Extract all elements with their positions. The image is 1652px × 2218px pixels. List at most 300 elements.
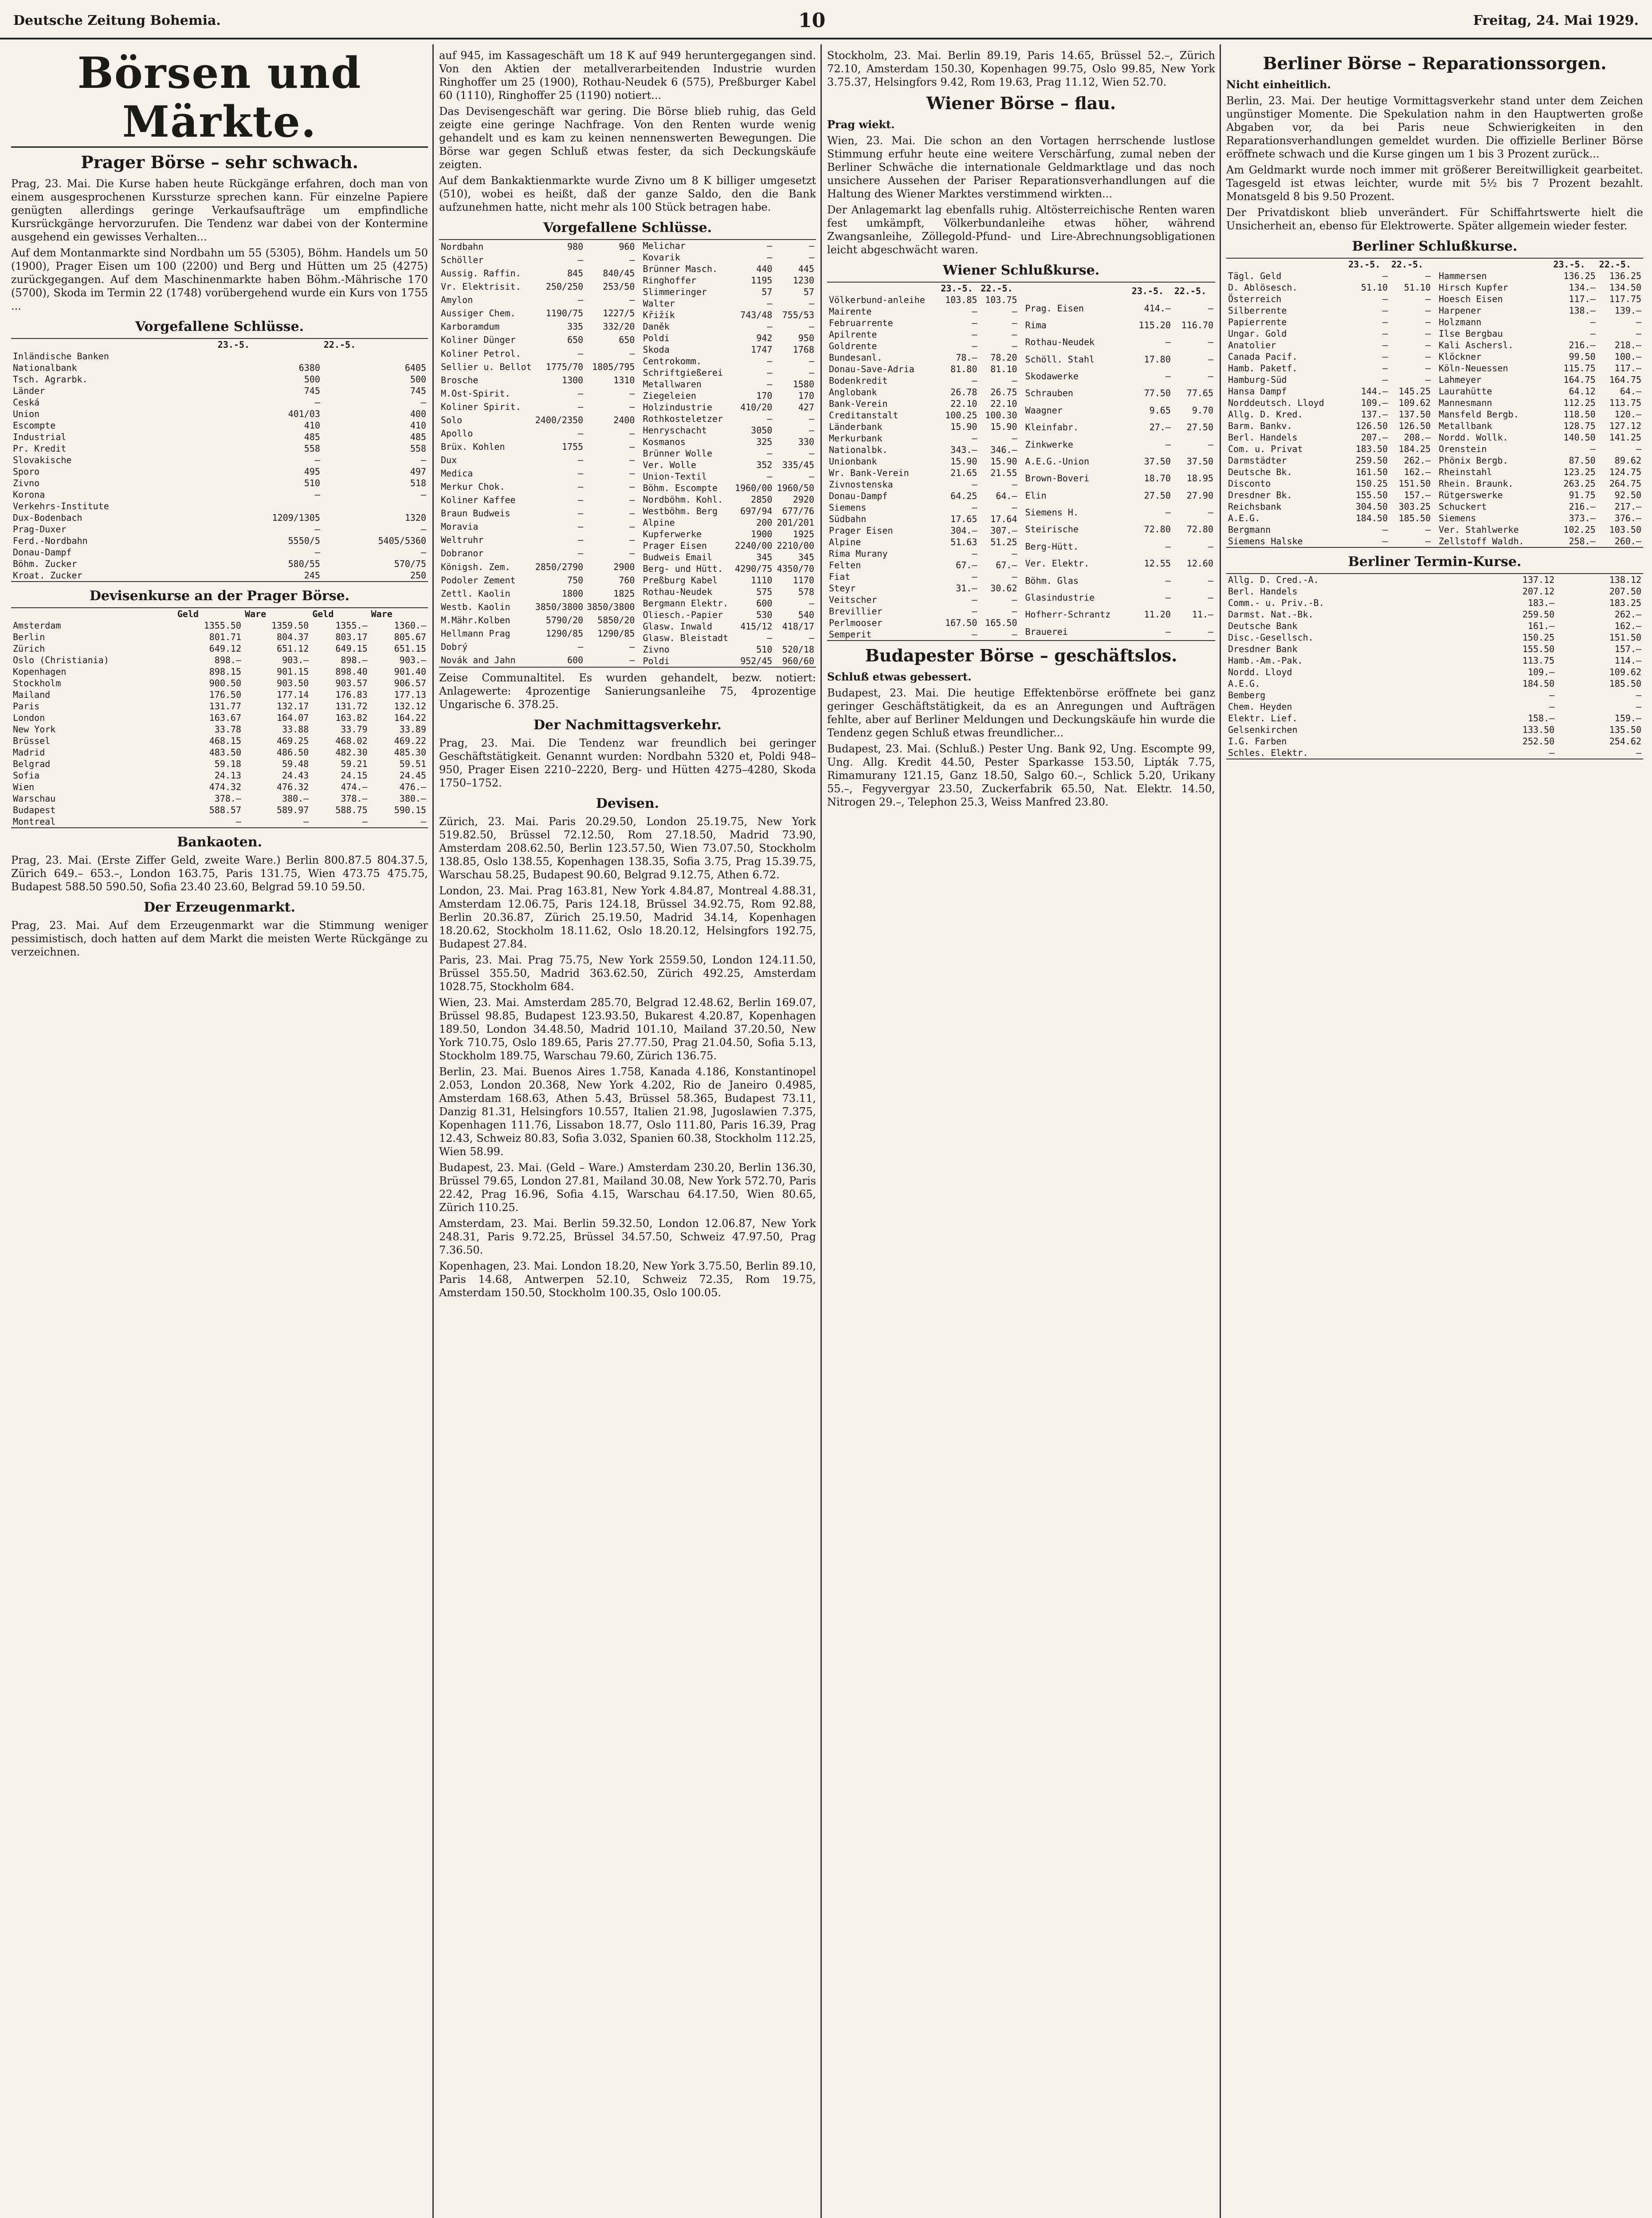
security-name: Budweis Email (643, 552, 712, 562)
table-row (439, 253, 636, 267)
table-row (827, 594, 1019, 606)
security-name: Köln-Neuessen (1439, 363, 1508, 374)
closing-prices-heading: Vorgefallene Schlüsse. (135, 319, 304, 334)
price-cell: – (808, 321, 814, 332)
security-name: Slimmeringer (643, 287, 707, 297)
price-cell: – (1012, 594, 1017, 605)
security-name: Dux (441, 455, 457, 466)
price-cell: 1110 (751, 575, 773, 586)
price-cell: 33.89 (399, 724, 426, 735)
article-paragraph: Zürich, 23. Mai. Paris 20.29.50, London 25.19.75, New York 519.82.50, Brüssel 72.12.50, Rom 27.18.50, Madrid 73.90, Amsterdam 208.62.50, Berlin 123.57.50, Wien 73.07.50, Stockholm 138.85, Oslo 138.55, Kopenhagen 138.35, Sofia 3.75, Prag 15.39.75, Warschau 58.25, Budapest 90.60, Belgrad 9.12.75, Athen 6.72. (439, 815, 816, 881)
security-name: Kovarik (643, 252, 680, 263)
price-cell: 100.– (1614, 351, 1641, 362)
price-cell: 1230 (793, 275, 814, 286)
table-row (827, 306, 1019, 317)
price-cell: 440 (756, 263, 773, 274)
security-name: Stockholm (13, 678, 61, 688)
article-paragraph: Paris, 23. Mai. Prag 75.75, New York 2559.50, London 124.11.50, Brüssel 355.50, Madrid 363.62.50, Zürich 492.25, Amsterdam 1028.75, Stockholm 684. (439, 954, 816, 993)
price-cell: 468.15 (209, 735, 241, 746)
price-cell: – (314, 397, 320, 408)
price-cell: 87.50 (1569, 455, 1596, 466)
article-paragraph: Der Anlagemarkt lag ebenfalls ruhig. Altösterreichische Renten waren fest umkämpft, Völkerbundanleihe etwas höher, während Zwangsanleihe, Zöllegold-Pfund- und Lire-Abrechnungsobligationen leicht abgeschwächt waren. (827, 204, 1215, 256)
price-cell: 960/60 (782, 656, 814, 666)
security-name: Anglobank (829, 387, 877, 397)
price-cell: – (629, 401, 635, 412)
price-cell: 164.22 (394, 712, 426, 723)
table-row (641, 286, 816, 298)
price-cell: 903.50 (276, 678, 309, 688)
price-cell: – (1165, 626, 1171, 637)
price-cell: – (629, 641, 635, 652)
price-cell: 960 (619, 241, 635, 252)
price-cell: 469.22 (394, 735, 426, 746)
table-row (641, 321, 816, 332)
table-row (11, 512, 428, 523)
price-cell: 138.12 (1609, 574, 1641, 585)
price-cell: 128.75 (1563, 421, 1596, 431)
price-cell: – (972, 306, 977, 317)
column-header (11, 339, 216, 350)
price-cell: 3050 (751, 425, 773, 436)
security-name: Slovakische (13, 455, 72, 465)
price-cell: 27.50 (1144, 490, 1171, 501)
price-cell: 159.– (1614, 713, 1641, 724)
table-row (439, 600, 636, 613)
table-row (1226, 293, 1432, 305)
table-row (1024, 385, 1216, 401)
subheading: Schluß etwas gebessert. (827, 670, 972, 683)
price-cell: 216.– (1569, 340, 1596, 350)
security-name: Nordd. Wollk. (1439, 432, 1508, 443)
price-cell: 24.45 (399, 770, 426, 781)
price-cell: 123.25 (1563, 467, 1596, 477)
budapest-exchange-heading: Budapester Börse – geschäftslos. (865, 645, 1177, 665)
price-cell: – (314, 489, 320, 500)
article-paragraph: Budapest, 23. Mai. Die heutige Effektenbörse eröffnete bei ganz geringer Geschäftstätigkeit, da es an Anregungen und Aufträgen fehlte, aber auf Berliner Meldungen und Deckungskäufe hin wurde die Tendenz gegen Schluß etwas freundlicher... (827, 687, 1215, 739)
price-cell: 558 (410, 443, 426, 454)
table-row (827, 548, 1019, 559)
security-name: Holzindustrie (643, 402, 712, 413)
closing-prices-table (11, 338, 428, 582)
price-cell: 325 (756, 437, 773, 447)
price-cell: – (1208, 575, 1213, 586)
table-row (439, 374, 636, 387)
price-cell: 600 (756, 598, 773, 609)
security-name: Bodenkredit (829, 375, 888, 386)
price-cell: 72.80 (1144, 524, 1171, 535)
table-row (827, 352, 1019, 363)
security-name: Schöll. Stahl (1025, 354, 1095, 365)
price-cell: – (1208, 592, 1213, 603)
price-cell: 64.25 (950, 491, 977, 501)
table-row (1226, 524, 1432, 535)
price-cell: 99.50 (1569, 351, 1596, 362)
price-cell: 345 (798, 552, 814, 562)
price-cell: 1290/85 (545, 628, 584, 639)
price-cell: – (972, 606, 977, 617)
price-cell: 100.30 (985, 410, 1017, 421)
security-name: Prager Eisen (829, 525, 893, 536)
security-name: Zellstoff Waldh. (1439, 536, 1524, 547)
table-row (1226, 678, 1643, 689)
price-cell: 745 (304, 385, 320, 396)
security-name: Brevillier (829, 606, 883, 617)
price-cell: – (767, 367, 773, 378)
security-name: Verkehrs-Institute (13, 501, 109, 511)
price-cell: – (629, 521, 635, 532)
table-row (11, 350, 428, 362)
table-row (827, 340, 1019, 352)
security-name: Schriftgießerei (643, 367, 723, 378)
security-name: Brüssel (13, 735, 51, 746)
price-cell: 253/50 (603, 281, 635, 292)
price-cell: – (1012, 629, 1017, 640)
table-row (641, 309, 816, 321)
table-row (11, 677, 428, 689)
security-name: Glasw. Inwald (643, 621, 712, 632)
security-name: Allg. D. Kred. (1228, 409, 1303, 420)
price-cell: 170 (798, 390, 814, 401)
security-name: Orenstein (1439, 444, 1487, 454)
price-cell: 332/20 (603, 321, 635, 332)
table-row (11, 570, 428, 581)
article-paragraph: Auf dem Montanmarkte sind Nordbahn um 55 (5305), Böhm. Handels um 50 (1900), Prager Eisen um 100 (2200) und Berg und Hütten um 25 (4275) zurückgegangen. Auf dem Maschinenmarkte haben Böhm.-Mährische 170 (5700), Skoda im Termin 22 (1748) vorübergehend wurde ein Kurs von 1755 ... (11, 247, 428, 312)
price-cell: – (1165, 541, 1171, 552)
price-cell: 37.50 (1144, 456, 1171, 467)
price-cell: 942 (756, 333, 773, 343)
price-cell: 115.75 (1563, 363, 1596, 374)
price-cell: 113.75 (1609, 397, 1641, 408)
table-row (1226, 374, 1432, 385)
price-cell: – (1012, 479, 1017, 490)
price-cell: – (808, 252, 814, 263)
security-name: Karboramdum (441, 321, 500, 332)
security-name: Melichar (643, 240, 686, 251)
table-row (641, 609, 816, 621)
price-cell: 801.71 (209, 632, 241, 642)
security-name: Dobranor (441, 548, 484, 559)
table-row (641, 367, 816, 378)
security-name: Glasindustrie (1025, 592, 1095, 603)
article-paragraph: Prag, 23. Mai. Die Kurse haben heute Rückgänge erfahren, doch man von einem ausgesprochenen Kurssturze sprechen kann. Für einzelne Papiere genügten allerdings geringe Verkaufsaufträge um empfindliche Kursrückgänge hervorzurufen. Die Tendenz war dabei von der Kontermine ausgehend ein gewisses Verhalten... (11, 177, 428, 243)
price-cell: – (578, 401, 584, 412)
security-name: Wr. Bank-Verein (829, 468, 909, 478)
table-row (827, 433, 1019, 444)
price-cell: 378.– (214, 793, 241, 804)
price-cell: 78.– (956, 352, 977, 363)
security-name: Creditanstalt (829, 410, 899, 421)
price-cell: – (303, 816, 309, 827)
price-cell: 410 (410, 420, 426, 431)
security-name: Kali Aschersl. (1439, 340, 1514, 350)
security-name: Hamburg-Süd (1228, 374, 1287, 385)
table-row (439, 627, 636, 640)
table-row (1437, 420, 1643, 432)
price-cell: 259.50 (1522, 609, 1555, 620)
security-name: Metallbank (1439, 421, 1492, 431)
security-name: Berg-Hütt. (1025, 541, 1079, 552)
security-name: Brosche (441, 374, 479, 385)
table-row (641, 598, 816, 609)
security-name: Koliner Dünger (441, 334, 516, 346)
price-cell: 1775/70 (545, 361, 584, 372)
subheading: Prag wiekt. (827, 118, 895, 131)
price-cell: – (629, 654, 635, 665)
price-cell: 1800 (561, 588, 584, 599)
column-header (827, 283, 939, 294)
security-name: Holzmann (1439, 317, 1482, 327)
security-name: Hammersen (1439, 271, 1487, 281)
price-cell: – (578, 468, 584, 479)
table-row (1226, 712, 1643, 724)
table-header-row (1226, 259, 1432, 270)
price-cell: 81.10 (990, 364, 1017, 374)
price-cell: – (314, 547, 320, 558)
security-name: Schles. Elektr. (1228, 747, 1308, 758)
table-row (11, 454, 428, 466)
security-name: Disc.-Gesellsch. (1228, 632, 1314, 643)
price-cell: – (1382, 328, 1388, 339)
price-cell: 476.– (399, 782, 426, 792)
price-cell: 510 (304, 478, 320, 488)
price-cell: 500 (410, 374, 426, 385)
security-name: Semperit (829, 629, 872, 640)
table-row (11, 397, 428, 408)
table-row (1226, 478, 1432, 489)
table-row (11, 408, 428, 420)
security-name: Schrauben (1025, 388, 1073, 399)
column-header: 22.-5. (1174, 286, 1207, 297)
price-cell: 137.– (1361, 409, 1388, 420)
table-row (1437, 316, 1643, 328)
table-row (827, 479, 1019, 490)
price-cell: 677/76 (782, 506, 814, 516)
price-cell: – (1208, 371, 1213, 382)
security-name: New York (13, 724, 56, 735)
price-cell: – (767, 471, 773, 482)
price-cell: 401/03 (288, 409, 320, 419)
security-name: Vr. Elektrisit. (441, 281, 521, 292)
table-header-row (1024, 283, 1216, 299)
table-row (641, 505, 816, 517)
price-cell: 158.– (1527, 713, 1555, 724)
table-row (1437, 351, 1643, 362)
price-cell: 260.– (1614, 536, 1641, 547)
table-row (1024, 299, 1216, 316)
price-cell: 900.50 (209, 678, 241, 688)
table-row (1437, 374, 1643, 385)
price-cell: – (420, 397, 426, 408)
table-row (439, 480, 636, 493)
price-cell: 167.50 (945, 617, 977, 628)
price-cell: – (578, 495, 584, 506)
security-name: Nordböhm. Kohl. (643, 494, 723, 505)
security-name: Perlmooser (829, 617, 883, 628)
price-cell: – (808, 598, 814, 609)
table-row (1226, 512, 1432, 524)
price-cell: – (1636, 690, 1641, 700)
table-row (641, 459, 816, 471)
security-name: Braun Budweis (441, 508, 510, 519)
price-cell: 1355.50 (204, 620, 241, 631)
security-name: Deutsche Bk. (1228, 467, 1292, 477)
table-row (1024, 555, 1216, 572)
table-row (439, 427, 636, 440)
price-cell: 59.51 (399, 759, 426, 769)
price-cell: 27.90 (1186, 490, 1213, 501)
price-cell: – (972, 318, 977, 328)
column-header (1437, 259, 1551, 270)
security-name: Bemberg (1228, 690, 1266, 700)
table-row (641, 644, 816, 655)
price-cell: 476.32 (276, 782, 309, 792)
price-cell: 103.85 (945, 295, 977, 305)
price-cell: 151.50 (1398, 478, 1431, 489)
berlin-exchange-heading: Berliner Börse – Reparationssorgen. (1263, 53, 1607, 73)
table-row (1437, 270, 1643, 282)
column-rule (820, 44, 822, 2218)
table-row (439, 453, 636, 467)
column-header: 23.-5. (941, 283, 973, 294)
table-row (827, 559, 1019, 571)
security-name: Kupferwerke (643, 529, 702, 539)
price-cell: 57 (803, 287, 814, 297)
price-cell: 380.– (399, 793, 426, 804)
price-cell: 30.62 (990, 583, 1017, 594)
table-row (641, 413, 816, 425)
price-cell: – (972, 502, 977, 513)
price-cell: – (767, 413, 773, 424)
price-cell: 903.– (282, 655, 309, 665)
table-row (1437, 385, 1643, 397)
price-cell: – (1425, 328, 1431, 339)
table-row (827, 467, 1019, 479)
price-cell: – (1012, 502, 1017, 513)
price-cell: 335 (567, 321, 584, 332)
price-cell: – (808, 367, 814, 378)
vienna-closing-heading: Wiener Schlußkurse. (942, 263, 1100, 278)
table-row (641, 482, 816, 494)
security-name: A.E.G.-Union (1025, 456, 1089, 467)
security-name: Henryschacht (643, 425, 707, 436)
price-cell: – (1012, 548, 1017, 559)
table-row (1437, 339, 1643, 351)
table-row (1226, 362, 1432, 374)
table-row (641, 494, 816, 505)
security-name: Nordd. Lloyd (1228, 667, 1292, 677)
security-name: Ver. Wolle (643, 460, 696, 470)
table-row (1437, 501, 1643, 512)
price-cell: 133.50 (1522, 724, 1555, 735)
security-name: Moravia (441, 521, 479, 532)
security-name: Preßburg Kabel (643, 575, 718, 586)
table-row (11, 466, 428, 477)
price-cell: 2850/2790 (535, 561, 584, 572)
security-name: Rothkosteletzer (643, 413, 723, 424)
security-name: Rheinstahl (1439, 467, 1492, 477)
price-cell: – (1425, 536, 1431, 547)
table-row (1437, 305, 1643, 316)
price-cell: 11.20 (1144, 609, 1171, 620)
table-row (1226, 586, 1643, 597)
price-cell: – (1165, 507, 1171, 518)
security-name: Pr. Kredit (13, 443, 67, 454)
price-cell: – (578, 641, 584, 652)
price-cell: 410 (304, 420, 320, 431)
price-cell: – (1012, 306, 1017, 317)
price-cell: – (1425, 317, 1431, 327)
table-row (1226, 609, 1643, 620)
price-cell: 1960/00 (735, 483, 773, 493)
price-cell: – (235, 816, 241, 827)
price-cell: – (578, 428, 584, 439)
table-row (827, 421, 1019, 433)
column-4 (1226, 49, 1643, 2218)
price-cell: – (314, 455, 320, 465)
price-cell: 33.78 (214, 724, 241, 735)
price-cell: – (420, 547, 426, 558)
security-name: Schuckert (1439, 501, 1487, 512)
price-cell: 72.80 (1186, 524, 1213, 535)
price-cell: 1768 (793, 344, 814, 355)
price-cell: 157.– (1404, 490, 1431, 500)
security-name: Länder (13, 385, 45, 396)
security-name: Wien (13, 782, 35, 792)
price-cell: 254.62 (1609, 736, 1641, 747)
price-cell: 1755 (561, 441, 584, 452)
price-cell: – (314, 524, 320, 535)
security-name: Ilse Bergbau (1439, 328, 1503, 339)
table-row (1437, 512, 1643, 524)
price-cell: – (1012, 433, 1017, 444)
price-cell: 135.50 (1609, 724, 1641, 735)
price-cell: 346.– (990, 444, 1017, 455)
price-cell: – (1382, 363, 1388, 374)
security-name: Prager Eisen (643, 540, 707, 551)
price-cell: 1360.– (394, 620, 426, 631)
price-cell: 109.– (1361, 397, 1388, 408)
price-cell: 3850/3800 (535, 601, 584, 612)
price-cell: 127.12 (1609, 421, 1641, 431)
security-name: Brüx. Kohlen (441, 441, 505, 452)
security-name: Hamb. Paketf. (1228, 363, 1298, 374)
price-cell: 21.55 (990, 468, 1017, 478)
price-cell: 1320 (404, 512, 426, 523)
price-cell: – (767, 240, 773, 251)
table-header-row (11, 339, 428, 350)
table-row (11, 443, 428, 454)
article-paragraph: Amsterdam, 23. Mai. Berlin 59.32.50, London 12.06.87, New York 248.31, Paris 9.72.25, Brüssel 34.57.50, Schweiz 47.97.50, Prag 7.36.50. (439, 1217, 816, 1256)
price-cell: – (767, 356, 773, 366)
article-paragraph: Das Devisengeschäft war gering. Die Börse blieb ruhig, das Geld zeigte eine geringe Nachfrage. Von den Renten wurde wenig gehandelt und es kam zu keinen nennenswerten Bewegungen. Die Börse war gegen Schluß etwas fester, da sich Deckungskäufe zeigten. (439, 105, 816, 171)
table-row (439, 400, 636, 413)
table-row (11, 431, 428, 443)
price-cell (216, 350, 322, 362)
security-name: Comm.- u. Priv.-B. (1228, 598, 1324, 608)
price-cell: 134.50 (1609, 282, 1641, 293)
berlin-closing-heading: Berliner Schlußkurse. (1352, 239, 1518, 254)
table-row (439, 574, 636, 587)
security-name: M.Mähr.Kolben (441, 614, 510, 625)
price-cell: 1170 (793, 575, 814, 586)
table-row (439, 360, 636, 374)
price-cell: – (629, 468, 635, 479)
price-cell: 176.50 (209, 689, 241, 700)
price-cell: 18.70 (1144, 473, 1171, 484)
price-cell: 113.75 (1522, 655, 1555, 666)
price-cell: 170 (756, 390, 773, 401)
price-cell: 1747 (751, 344, 773, 355)
